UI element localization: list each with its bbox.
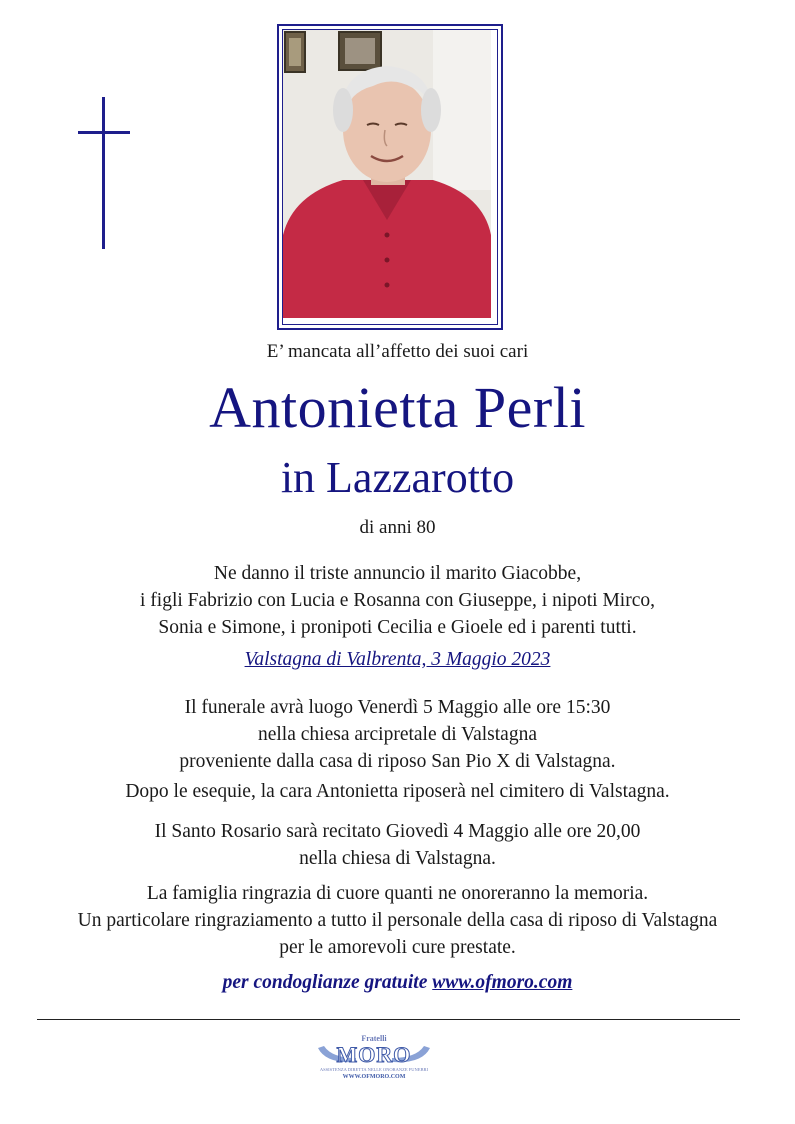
logo-site: WWW.OFMORO.COM [342, 1074, 406, 1080]
logo-name: MORO [336, 1042, 412, 1067]
rosary-line: Il Santo Rosario sarà recitato Giovedì 4 Maggio alle ore 20,00 [154, 821, 641, 842]
cross-icon [78, 97, 130, 249]
portrait-frame [277, 24, 503, 330]
condolences-label: per condoglianze gratuite [222, 972, 428, 993]
portrait-photo [282, 29, 498, 325]
condolences [0, 972, 795, 994]
funeral-line: Il funerale avrà luogo Venerdì 5 Maggio alle ore 15:30 [184, 697, 611, 718]
cross-horizontal-bar [78, 131, 130, 134]
announcement-line: Sonia e Simone, i pronipoti Cecilia e Gioele ed i parenti tutti. [158, 617, 637, 638]
announcement-line: Ne danno il triste annuncio il marito Giacobbe, [213, 563, 582, 584]
condolences-link[interactable]: www.ofmoro.com [432, 972, 573, 993]
announcement-line: i figli Fabrizio con Lucia e Rosanna con Giuseppe, i nipoti Mirco, [139, 590, 655, 611]
portrait-illustration [283, 30, 491, 318]
thanks [0, 880, 795, 961]
funeral-info [0, 694, 795, 775]
deceased-name: Antonietta Perli [209, 375, 586, 440]
intro-line: E’ mancata all’affetto dei suoi cari [266, 341, 529, 362]
announcement [0, 560, 795, 641]
married-name: in Lazzarotto [280, 453, 515, 502]
divider [37, 1019, 740, 1020]
rosary-info [0, 818, 795, 872]
place-date [0, 649, 795, 671]
place-date-text: Valstagna di Valbrenta, 3 Maggio 2023 [244, 649, 551, 670]
moro-logo [316, 1034, 432, 1094]
cross-vertical-bar [102, 97, 105, 249]
thanks-line: per le amorevoli cure prestate. [279, 937, 516, 958]
burial-info: Dopo le esequie, la cara Antonietta riposerà nel cimitero di Valstagna. [125, 781, 670, 802]
age: di anni 80 [359, 517, 436, 538]
funeral-line: proveniente dalla casa di riposo San Pio X di Valstagna. [179, 751, 616, 772]
rosary-line: nella chiesa di Valstagna. [299, 848, 496, 869]
logo-top-text: Fratelli [361, 1034, 387, 1043]
thanks-line: La famiglia ringrazia di cuore quanti ne onoreranno la memoria. [146, 883, 649, 904]
funeral-line: nella chiesa arcipretale di Valstagna [257, 724, 537, 745]
thanks-line: Un particolare ringraziamento a tutto il personale della casa di riposo di Valstagna [77, 910, 718, 931]
logo-subtitle: ASSISTENZA DIRETTA NELLE ONORANZE FUNEBRI [319, 1067, 429, 1072]
